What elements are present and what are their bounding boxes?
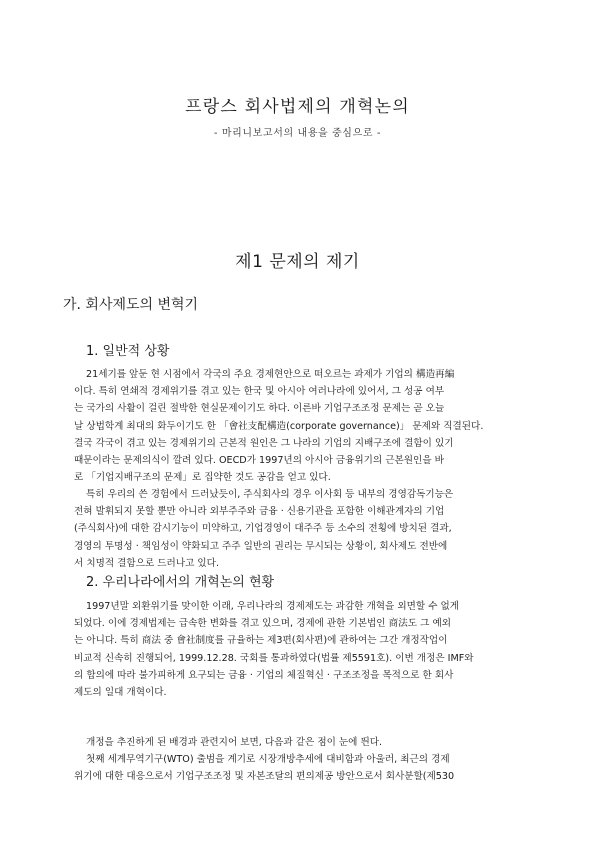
chapter-heading: 제1 문제의 제기 [235,252,360,272]
paragraph-2 [74,486,514,572]
paragraph-line: 특히 우리의 쓴 경험에서 드러났듯이, 주식회사의 경우 이사회 등 내부의 경영감독기능은 [86,489,454,500]
paragraph-line: 결국 각국이 겪고 있는 경제위기의 근본적 원인은 그 나라의 기업의 지배구조에 결함이 있기 [74,437,454,449]
paragraph-line: 는 아니다. 특히 商法 중 會社制度를 규율하는 제3편(회사편)에 관하여는 그간 개정작업이 [74,635,448,647]
paragraph-line: 되었다. 이에 경제법제는 급속한 변화를 겪고 있으며, 경제에 관한 기본법인 商法도 그 예외 [74,618,451,630]
paragraph-line: 1997년말 외환위기를 맞이한 이래, 우리나라의 경제제도는 과감한 개혁을 외면할 수 없게 [86,601,460,612]
paragraph-line: 날 상법학계 최대의 화두이기도 한 「會社支配構造(corporate governance)」 문제와 직결된다. [74,420,484,432]
paragraph-line: 개정을 추진하게 된 배경과 관련지어 보면, 다음과 같은 점이 눈에 띈다. [86,737,383,748]
paragraph-line: 경영의 투명성 · 책임성이 약화되고 주주 일반의 권리는 무시되는 상황이, 회사제도 전반에 [74,540,448,552]
subsection-heading-2: 2. 우리나라에서의 개혁논의 현황 [86,575,275,590]
paragraph-1 [74,366,514,486]
paragraph-line: 서 치명적 결함으로 드러나고 있다. [74,557,219,569]
paragraph-3 [74,598,514,701]
paragraph-line: 비교적 신속히 진행되어, 1999.12.28. 국회를 통과하였다(법률 제5591호). 이번 개정은 IMF와 [74,652,474,664]
paragraph-line: 의 합의에 따라 불가피하게 요구되는 금융 · 기업의 체질혁신 · 구조조정을 목적으로 한 회사 [74,669,454,681]
paragraph-line: 전혀 발휘되지 못할 뿐만 아니라 외부주주와 금융 · 신용기관을 포함한 이해관계자의 기업 [74,506,445,518]
paragraph-line: 는 국가의 사활이 걸린 절박한 현실문제이기도 하다. 이른바 기업구조조정 문제는 곧 오늘 [74,403,445,415]
paragraph-line: 위기에 대한 대응으로서 기업구조조정 및 자본조달의 편의제공 방안으로서 회사분할(제530 [74,771,455,783]
paragraph-line: 21세기를 앞둔 현 시점에서 각국의 주요 경제현안으로 떠오르는 과제가 기업의 構造再編 [86,369,455,380]
paragraph-line: 로 「기업지배구조의 문제」로 집약한 것도 공감을 얻고 있다. [74,472,331,484]
paragraph-line: 때문이라는 문제의식이 깔려 있다. OECD가 1997년의 아시아 금융위기의 근본원인을 바 [74,455,444,467]
paragraph-4 [74,734,514,786]
subsection-heading-1: 1. 일반적 상황 [86,344,170,359]
document-subtitle: - 마리니보고서의 내용을 중심으로 - [213,128,382,139]
paragraph-line: 제도의 일대 개혁이다. [74,687,167,699]
section-heading: 가. 회사제도의 변혁기 [63,297,199,313]
paragraph-line: (주식회사)에 대한 감시기능이 미약하고, 기업경영이 대주주 등 소수의 전횡에 방치된 결과, [74,523,452,535]
paragraph-line: 이다. 특히 연쇄적 경제위기를 겪고 있는 한국 및 아시아 여러나라에 있어서, 그 성공 여부 [74,386,445,398]
paragraph-line: 첫째 세계무역기구(WTO) 출범을 계기로 시장개방추세에 대비함과 아울러, 최근의 경제 [86,754,450,766]
document-title: 프랑스 회사법제의 개혁논의 [185,97,410,117]
